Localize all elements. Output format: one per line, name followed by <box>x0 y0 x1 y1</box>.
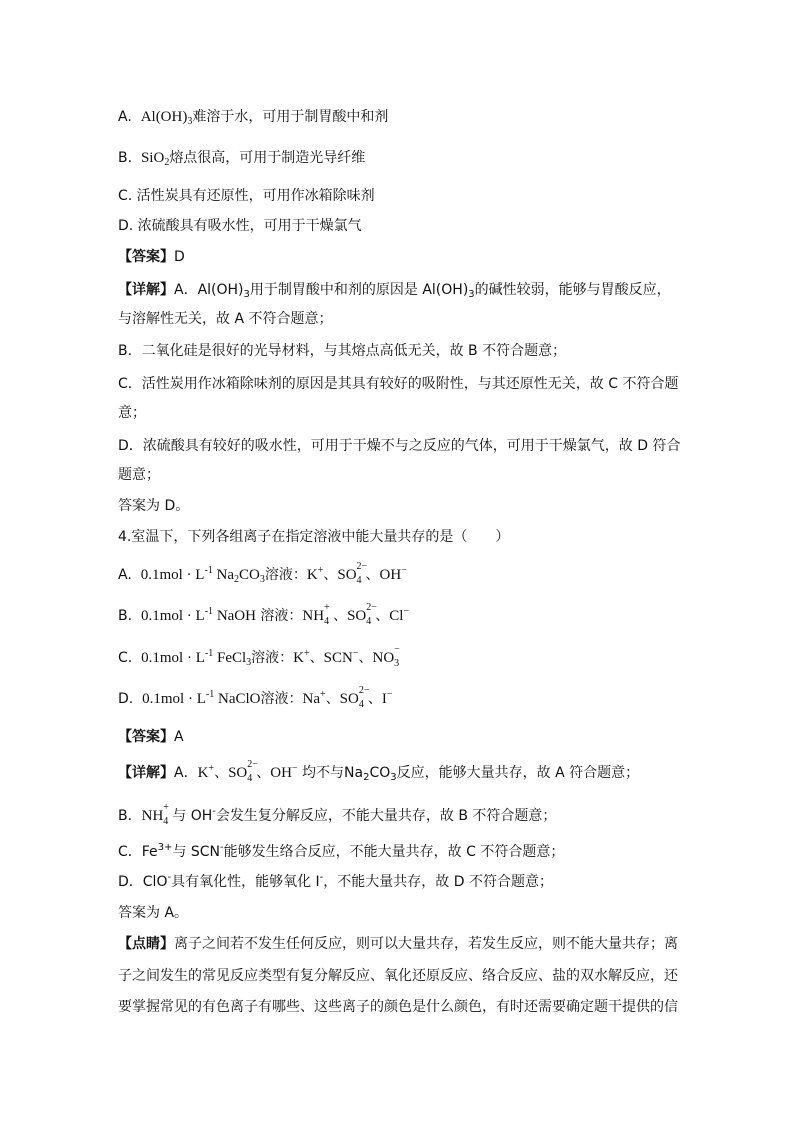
explanation-4-b: B．NH + 4 与 OH-会发生复分解反应，不能大量共存，故 B 不符合题意； <box>118 802 557 827</box>
option-b-prev <box>118 148 365 168</box>
option-text: 难溶于水，可用于制胃酸中和剂 <box>192 109 389 125</box>
explanation-4-a: 【详解】A．K+、SO 2− 4 、OH− 均不与$Na_2CO_3$反应，能够大量共存，故 A 符合题意； <box>118 759 640 784</box>
note-line-1: 【点睛】离子之间若不发生任何反应，则可以大量共存，若发生反应，则不能大量共存；离 <box>118 936 678 952</box>
answer-bracket: 【答案】 <box>118 249 174 265</box>
note-line-3: 要掌握常见的有色离子有哪些、这些离子的颜色是什么颜色，有时还需要确定题干提供的信 <box>118 999 678 1015</box>
explanation-3-b: B．二氧化硅是很好的光导材料，与其熔点高低无关，故 B 不符合题意； <box>118 343 567 359</box>
explanation-3-c-cont: 意； <box>118 405 146 421</box>
option-label: B. <box>118 150 133 166</box>
final-answer-4: 答案为 A。 <box>118 905 189 921</box>
explanation-3-d: D．浓硫酸具有较好的吸水性，可用于干燥不与之反应的气体，可用于干燥氯气，故 D 符合 <box>118 438 681 454</box>
question-4-stem: 4.室温下，下列各组离子在指定溶液中能大量共存的是（ ） <box>118 529 510 545</box>
explanation-3-a: 【详解】A．$Al(OH)_3$用于制胃酸中和剂的原因是 $Al(OH)_3$的碱性较弱，能够与胃酸反应， <box>118 282 671 300</box>
option-a-q4: A. $0.1mol \cdot L^{-1}$ $Na_2CO_3$溶液：K+、SO 2− 4 、OH− <box>118 561 407 586</box>
answer-value: D <box>174 249 185 265</box>
note-bracket: 【点睛】 <box>118 936 174 952</box>
option-c-prev: C. 活性炭具有还原性，可用作冰箱除味剂 <box>118 188 375 204</box>
explanation-bracket: 【详解】 <box>118 765 174 781</box>
option-label: A. <box>118 109 132 125</box>
answer-4 <box>118 727 184 747</box>
option-d-q4: D. $0.1mol \cdot L^{-1}$ NaClO溶液：Na+、SO 2− 4 、I− <box>118 685 393 710</box>
answer-bracket: 【答案】 <box>118 729 174 745</box>
option-d-prev: D. 浓硫酸具有吸水性，可用于干燥氯气 <box>118 218 362 234</box>
note-line-2: 子之间发生的常见反应类型有复分解反应、氧化还原反应、络合反应、盐的双水解反应，还 <box>118 968 678 984</box>
explanation-3-c: C．活性炭用作冰箱除味剂的原因是其具有较好的吸附性，与其还原性无关，故 C 不符合题 <box>118 376 679 392</box>
formula-aloh3: $Al(OH)_3$ <box>140 109 193 127</box>
final-answer-3: 答案为 D。 <box>118 498 190 514</box>
explanation-4-d: D．ClO-具有氧化性，能够氧化 I-，不能大量共存，故 D 不符合题意； <box>118 872 553 890</box>
option-c-q4: C. $0.1mol \cdot L^{-1}$ FeCl$_3$溶液：K+、SCN−、NO − 3 <box>118 644 400 669</box>
answer-3 <box>118 247 185 267</box>
explanation-4-c: C．$Fe^{3+}$与 SCN-能够发生络合反应，不能大量共存，故 C 不符合题意； <box>118 842 565 860</box>
formula-sio2: SiO$_2$ <box>140 150 170 168</box>
explanation-3-d-cont: 题意； <box>118 467 160 483</box>
option-b-q4: B. $0.1mol \cdot L^{-1}$ NaOH 溶液：NH + 4 、SO 2− 4 、Cl− <box>118 602 410 627</box>
option-text: 熔点很高，可用于制造光导纤维 <box>169 150 366 166</box>
explanation-3-a-cont: 与溶解性无关，故 A 不符合题意； <box>118 311 333 327</box>
explanation-bracket: 【详解】 <box>118 282 174 298</box>
option-a-prev <box>118 107 388 127</box>
answer-value: A <box>174 729 184 745</box>
